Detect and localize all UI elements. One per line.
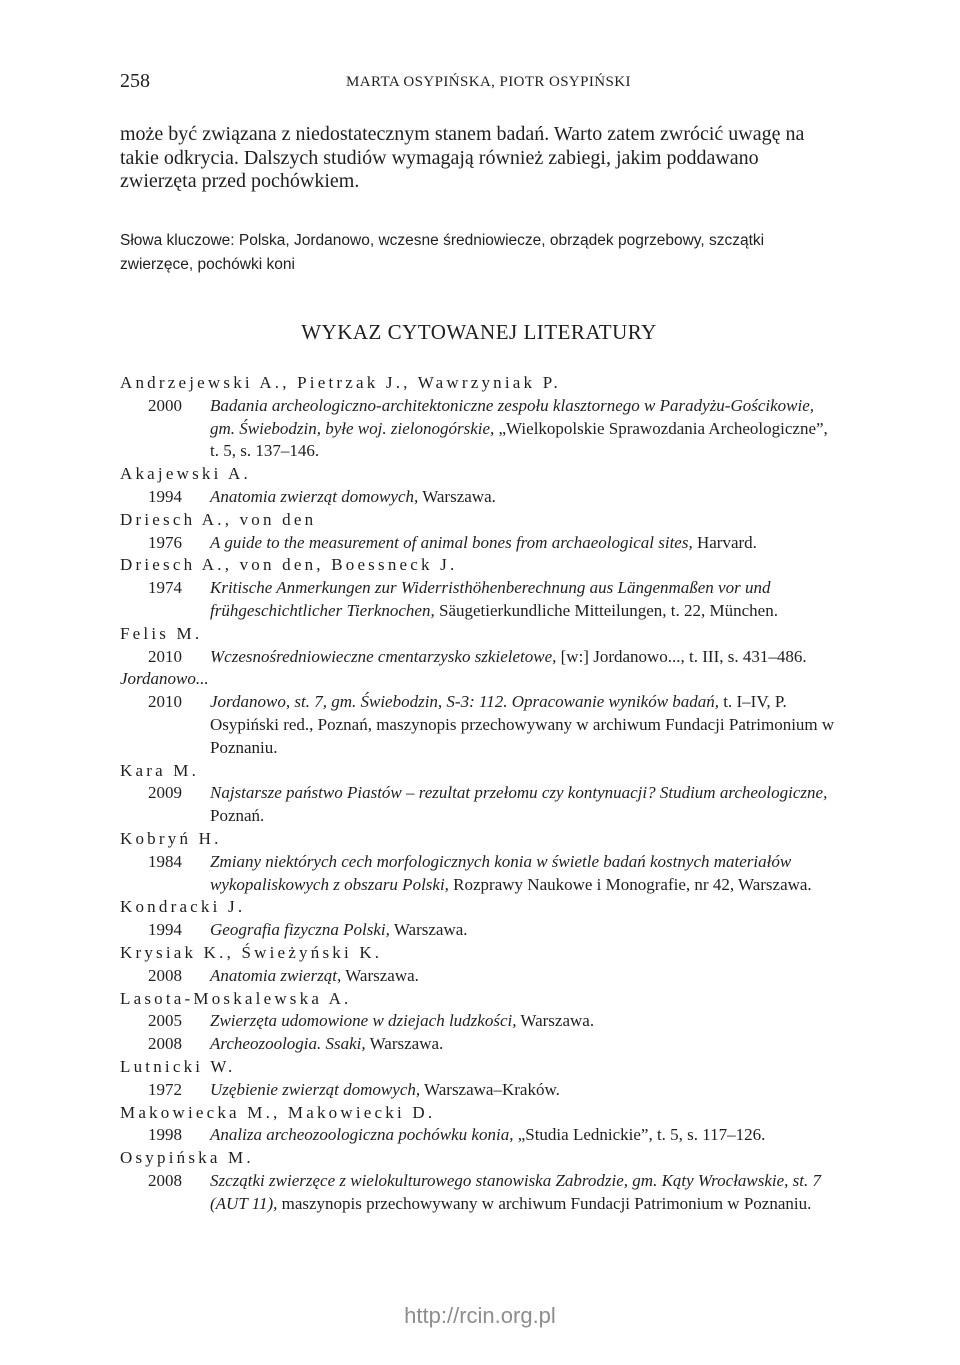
reference-title: Zmiany niektórych cech morfologicznych konia w świetle badań kostnych materiałów wykopaliskowych z obszaru Polski, — [210, 851, 792, 894]
reference-author: Kara M. — [120, 760, 200, 780]
page-number: 258 — [120, 70, 150, 92]
reference-year: 1994 — [148, 920, 182, 940]
reference-title: Wczesnośredniowieczne cmentarzysko szkieletowe, — [210, 646, 557, 666]
reference-title: Jordanowo, st. 7, gm. Świebodzin, S-3: 112. Opracowanie wyników badań, — [210, 692, 720, 712]
reference-year: 1984 — [148, 851, 182, 871]
reference-title: Anatomia zwierząt domowych, — [210, 486, 419, 506]
reference-entry — [120, 965, 838, 988]
reference-author: Krysiak K., Świeżyński K. — [120, 942, 383, 962]
reference-year: 2005 — [148, 1011, 182, 1031]
reference-author: Kondracki J. — [120, 897, 246, 917]
reference-year: 2009 — [148, 783, 182, 803]
reference-title: A guide to the measurement of animal bones from archaeological sites, — [210, 532, 693, 552]
reference-year: 2010 — [148, 692, 182, 712]
reference-details: [w:] Jordanowo..., t. III, s. 431–486. — [556, 646, 807, 666]
reference-entry — [120, 782, 838, 828]
reference-entry — [120, 919, 838, 942]
reference-details: Poznań. — [210, 806, 265, 826]
reference-entry — [120, 1124, 838, 1147]
keywords: Słowa kluczowe: Polska, Jordanowo, wczesne średniowiecze, obrządek pogrzebowy, szczątki zwierzęce, pochówki koni — [120, 232, 765, 273]
reference-entry — [120, 1079, 838, 1102]
reference-year: 1976 — [148, 532, 182, 552]
intro-paragraph: może być związana z niedostatecznym stanem badań. Warto zatem zwrócić uwagę na takie odkrycia. Dalszych studiów wymagają również zabiegi, jakim poddawano zwierzęta przed pochówkiem. — [120, 123, 805, 192]
reference-title: Kritische Anmerkungen zur Widerristhöhenberechnung aus Längenmaßen vor und frühgeschichtlicher Tierknochen, — [210, 578, 771, 620]
reference-entry — [120, 1170, 838, 1216]
reference-title: Szczątki zwierzęce z wielokulturowego stanowiska Zabrodzie, gm. Kąty Wrocławskie, st. 7 (AUT 11), — [210, 1170, 822, 1213]
reference-details: Rozprawy Naukowe i Monografie, nr 42, Warszawa. — [448, 874, 812, 894]
reference-details: „Studia Lednickie”, t. 5, s. 117–126. — [513, 1125, 766, 1145]
reference-author: Felis M. — [120, 623, 203, 643]
reference-details: Warszawa. — [516, 1011, 595, 1031]
page-header — [120, 70, 838, 100]
reference-title: Najstarsze państwo Piastów – rezultat przełomu czy kontynuacji? Studium archeologiczne, — [210, 783, 828, 803]
reference-details: t. I–IV, P. Osypiński red., Poznań, maszynopis przechowywany w archiwum Fundacji Patrimonium w Poznaniu. — [210, 692, 835, 757]
reference-details: Säugetierkundliche Mitteilungen, t. 22, München. — [434, 600, 778, 620]
reference-entry — [120, 691, 838, 759]
reference-title: Zwierzęta udomowione w dziejach ludzkości, — [210, 1011, 517, 1031]
reference-details: Warszawa. — [418, 486, 496, 506]
reference-details: maszynopis przechowywany w archiwum Fundacji Patrimonium w Poznaniu. — [277, 1193, 812, 1213]
reference-author: Kobryń H. — [120, 828, 222, 848]
reference-author: Driesch A., von den, Boessneck J. — [120, 555, 458, 575]
bibliography-list — [120, 372, 838, 1215]
reference-year: 2000 — [148, 395, 182, 415]
reference-title: Analiza archeozoologiczna pochówku konia, — [210, 1125, 514, 1145]
reference-details: Harvard. — [692, 532, 757, 552]
reference-title: Badania archeologiczno-architektoniczne zespołu klasztornego w Paradyżu-Gościkowie, gm. Świebodzin, byłe woj. zielonogórskie, — [210, 395, 815, 438]
bibliography-heading: WYKAZ CYTOWANEJ LITERATURY — [301, 320, 657, 344]
reference-author: Andrzejewski A., Pietrzak J., Wawrzyniak P. — [120, 373, 561, 392]
reference-entry — [120, 646, 838, 669]
source-url: http://rcin.org.pl — [404, 1303, 556, 1328]
reference-author: Osypińska M. — [120, 1148, 254, 1168]
reference-details: Warszawa. — [389, 920, 468, 940]
reference-entry — [120, 1033, 838, 1056]
reference-year: 1994 — [148, 486, 182, 506]
reference-details: „Wielkopolskie Sprawozdania Archeologiczne”, t. 5, s. 137–146. — [210, 418, 828, 461]
reference-entry — [120, 486, 838, 509]
reference-author: Driesch A., von den — [120, 509, 317, 529]
reference-entry — [120, 851, 838, 897]
reference-year: 2008 — [148, 1170, 182, 1190]
running-head: MARTA OSYPIŃSKA, PIOTR OSYPIŃSKI — [346, 74, 631, 90]
reference-details: Warszawa. — [341, 965, 419, 985]
reference-year: 1974 — [148, 578, 182, 598]
reference-year: 2008 — [148, 1034, 182, 1054]
reference-author: Lutnicki W. — [120, 1056, 236, 1076]
reference-title: Uzębienie zwierząt domowych, — [210, 1079, 421, 1099]
reference-entry — [120, 532, 838, 555]
reference-author: Akajewski A. — [120, 464, 251, 484]
reference-author: Jordanowo... — [120, 669, 209, 689]
reference-author: Lasota-Moskalewska A. — [120, 988, 352, 1008]
reference-year: 1972 — [148, 1079, 182, 1099]
reference-title: Anatomia zwierząt, — [210, 965, 342, 985]
reference-title: Geografia fizyczna Polski, — [210, 920, 390, 940]
reference-year: 2010 — [148, 646, 182, 666]
reference-details: Warszawa. — [365, 1034, 444, 1054]
reference-entry — [120, 1010, 838, 1033]
reference-year: 2008 — [148, 965, 182, 985]
reference-entry — [120, 395, 838, 463]
reference-title: Archeozoologia. Ssaki, — [210, 1034, 366, 1054]
reference-author: Makowiecka M., Makowiecki D. — [120, 1102, 436, 1122]
reference-entry — [120, 577, 838, 623]
reference-details: Warszawa–Kraków. — [420, 1079, 560, 1099]
reference-year: 1998 — [148, 1125, 182, 1145]
